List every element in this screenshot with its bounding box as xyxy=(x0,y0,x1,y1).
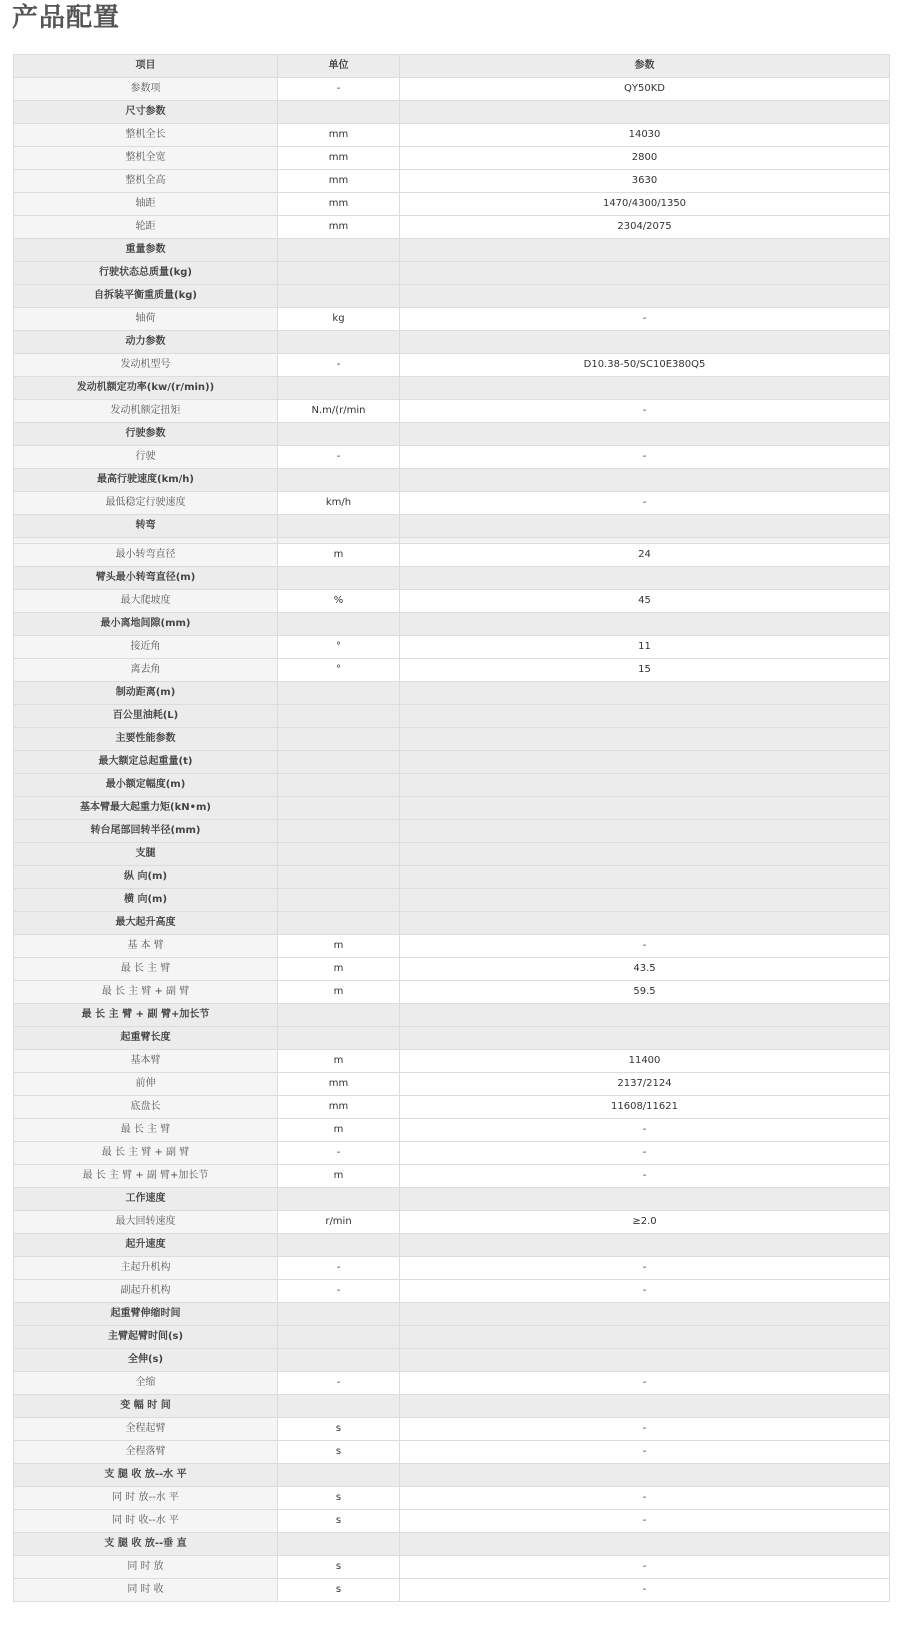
row-item-cell: 制动距离(m) xyxy=(14,682,278,705)
row-value-cell xyxy=(400,285,890,308)
section-row xyxy=(14,567,890,590)
row-value-cell: 59.5 xyxy=(400,981,890,1004)
section-row xyxy=(14,1303,890,1326)
header-value: 参数 xyxy=(400,55,890,78)
row-value-cell: 11400 xyxy=(400,1050,890,1073)
row-unit-cell: mm xyxy=(278,216,400,239)
row-unit-cell: - xyxy=(278,1372,400,1395)
section-row xyxy=(14,843,890,866)
table-row xyxy=(14,354,890,377)
section-row xyxy=(14,889,890,912)
row-item-cell: 主臂起臂时间(s) xyxy=(14,1326,278,1349)
section-row xyxy=(14,515,890,538)
table-row xyxy=(14,308,890,331)
row-item-cell: 最 长 主 臂 + 副 臂+加长节 xyxy=(14,1004,278,1027)
row-item-cell: 离去角 xyxy=(14,659,278,682)
row-value-cell: 24 xyxy=(400,544,890,567)
row-unit-cell: m xyxy=(278,544,400,567)
table-row xyxy=(14,659,890,682)
row-value-cell xyxy=(400,866,890,889)
section-row xyxy=(14,705,890,728)
table-row xyxy=(14,1510,890,1533)
row-item-cell: 百公里油耗(L) xyxy=(14,705,278,728)
table-row xyxy=(14,446,890,469)
row-value-cell: - xyxy=(400,1165,890,1188)
row-item-cell: 发动机额定扭矩 xyxy=(14,400,278,423)
row-unit-cell: % xyxy=(278,590,400,613)
row-unit-cell: m xyxy=(278,958,400,981)
row-item-cell: 副起升机构 xyxy=(14,1280,278,1303)
section-row xyxy=(14,1464,890,1487)
table-row xyxy=(14,1119,890,1142)
row-value-cell: - xyxy=(400,1142,890,1165)
table-row xyxy=(14,1372,890,1395)
section-row xyxy=(14,262,890,285)
row-unit-cell xyxy=(278,239,400,262)
row-item-cell: 最 长 主 臂 + 副 臂 xyxy=(14,981,278,1004)
row-unit-cell xyxy=(278,613,400,636)
row-value-cell: - xyxy=(400,1372,890,1395)
row-value-cell xyxy=(400,1464,890,1487)
row-unit-cell xyxy=(278,1188,400,1211)
row-item-cell: 纵 向(m) xyxy=(14,866,278,889)
row-value-cell: 2137/2124 xyxy=(400,1073,890,1096)
row-value-cell: 14030 xyxy=(400,124,890,147)
row-item-cell: 转台尾部回转半径(mm) xyxy=(14,820,278,843)
row-value-cell: - xyxy=(400,1579,890,1602)
table-row xyxy=(14,147,890,170)
row-item-cell: 横 向(m) xyxy=(14,889,278,912)
row-item-cell: 全程落臂 xyxy=(14,1441,278,1464)
row-unit-cell xyxy=(278,797,400,820)
row-value-cell: - xyxy=(400,400,890,423)
row-value-cell xyxy=(400,728,890,751)
row-item-cell: 最 长 主 臂 + 副 臂+加长节 xyxy=(14,1165,278,1188)
row-value-cell: - xyxy=(400,1487,890,1510)
row-unit-cell: m xyxy=(278,981,400,1004)
row-value-cell: ≥2.0 xyxy=(400,1211,890,1234)
row-unit-cell: N.m/(r/min xyxy=(278,400,400,423)
row-value-cell xyxy=(400,820,890,843)
row-item-cell: 最小转弯直径 xyxy=(14,544,278,567)
row-item-cell: 工作速度 xyxy=(14,1188,278,1211)
row-item-cell: 同 时 收 xyxy=(14,1579,278,1602)
table-row xyxy=(14,124,890,147)
table-row xyxy=(14,1165,890,1188)
row-unit-cell xyxy=(278,1464,400,1487)
row-unit-cell: m xyxy=(278,1050,400,1073)
row-value-cell xyxy=(400,567,890,590)
row-value-cell xyxy=(400,1533,890,1556)
row-unit-cell: mm xyxy=(278,147,400,170)
row-item-cell: 支腿 xyxy=(14,843,278,866)
row-value-cell xyxy=(400,912,890,935)
row-value-cell: 1470/4300/1350 xyxy=(400,193,890,216)
row-unit-cell: mm xyxy=(278,1073,400,1096)
table-row xyxy=(14,1418,890,1441)
section-row xyxy=(14,285,890,308)
row-item-cell: 最小额定幅度(m) xyxy=(14,774,278,797)
row-unit-cell: mm xyxy=(278,193,400,216)
row-item-cell: 接近角 xyxy=(14,636,278,659)
table-row xyxy=(14,78,890,101)
row-value-cell: 15 xyxy=(400,659,890,682)
row-item-cell: 行驶状态总质量(kg) xyxy=(14,262,278,285)
row-value-cell xyxy=(400,262,890,285)
table-row xyxy=(14,1142,890,1165)
row-unit-cell: mm xyxy=(278,1096,400,1119)
row-value-cell xyxy=(400,751,890,774)
row-unit-cell: - xyxy=(278,1280,400,1303)
table-row xyxy=(14,1073,890,1096)
table-row xyxy=(14,636,890,659)
row-item-cell: 底盘长 xyxy=(14,1096,278,1119)
row-item-cell: 全伸(s) xyxy=(14,1349,278,1372)
row-value-cell xyxy=(400,843,890,866)
row-unit-cell xyxy=(278,1395,400,1418)
row-value-cell xyxy=(400,1395,890,1418)
row-value-cell xyxy=(400,331,890,354)
row-unit-cell: mm xyxy=(278,124,400,147)
row-value-cell xyxy=(400,377,890,400)
header-unit: 单位 xyxy=(278,55,400,78)
row-unit-cell xyxy=(278,1027,400,1050)
row-value-cell: - xyxy=(400,492,890,515)
section-row xyxy=(14,613,890,636)
row-unit-cell xyxy=(278,1004,400,1027)
row-item-cell: 动力参数 xyxy=(14,331,278,354)
row-value-cell: 2304/2075 xyxy=(400,216,890,239)
row-unit-cell: - xyxy=(278,1257,400,1280)
row-item-cell: 最小离地间隙(mm) xyxy=(14,613,278,636)
row-item-cell: 主起升机构 xyxy=(14,1257,278,1280)
table-row xyxy=(14,1441,890,1464)
row-value-cell xyxy=(400,1027,890,1050)
section-row xyxy=(14,1188,890,1211)
row-value-cell: - xyxy=(400,1510,890,1533)
row-item-cell: 最大额定总起重量(t) xyxy=(14,751,278,774)
row-value-cell xyxy=(400,797,890,820)
row-unit-cell: ° xyxy=(278,659,400,682)
row-item-cell: 全程起臂 xyxy=(14,1418,278,1441)
row-unit-cell xyxy=(278,285,400,308)
table-row xyxy=(14,981,890,1004)
row-unit-cell xyxy=(278,1349,400,1372)
row-item-cell: 全缩 xyxy=(14,1372,278,1395)
row-item-cell: 同 时 收--水 平 xyxy=(14,1510,278,1533)
row-item-cell: 支 腿 收 放--水 平 xyxy=(14,1464,278,1487)
row-value-cell: - xyxy=(400,1441,890,1464)
table-row xyxy=(14,1579,890,1602)
row-item-cell: 最大爬坡度 xyxy=(14,590,278,613)
spec-table xyxy=(13,54,890,1602)
row-value-cell: 43.5 xyxy=(400,958,890,981)
row-unit-cell: mm xyxy=(278,170,400,193)
section-row xyxy=(14,1326,890,1349)
row-item-cell: 整机全高 xyxy=(14,170,278,193)
row-item-cell: 起重臂长度 xyxy=(14,1027,278,1050)
row-item-cell: 重量参数 xyxy=(14,239,278,262)
row-unit-cell: r/min xyxy=(278,1211,400,1234)
table-row xyxy=(14,1096,890,1119)
section-row xyxy=(14,239,890,262)
row-item-cell: 基 本 臂 xyxy=(14,935,278,958)
row-value-cell: 45 xyxy=(400,590,890,613)
row-item-cell: 转弯 xyxy=(14,515,278,538)
row-value-cell: - xyxy=(400,1119,890,1142)
row-item-cell: 最大回转速度 xyxy=(14,1211,278,1234)
row-item-cell: 尺寸参数 xyxy=(14,101,278,124)
row-unit-cell xyxy=(278,423,400,446)
row-value-cell xyxy=(400,774,890,797)
row-item-cell: 行驶 xyxy=(14,446,278,469)
page-title: 产品配置 xyxy=(12,3,121,33)
row-value-cell xyxy=(400,1326,890,1349)
row-item-cell: 轮距 xyxy=(14,216,278,239)
row-unit-cell xyxy=(278,1234,400,1257)
row-unit-cell: km/h xyxy=(278,492,400,515)
row-unit-cell xyxy=(278,469,400,492)
row-unit-cell xyxy=(278,1326,400,1349)
row-unit-cell: - xyxy=(278,354,400,377)
row-value-cell xyxy=(400,682,890,705)
row-value-cell: 11608/11621 xyxy=(400,1096,890,1119)
section-row xyxy=(14,101,890,124)
row-unit-cell xyxy=(278,1303,400,1326)
row-unit-cell xyxy=(278,1533,400,1556)
row-item-cell: 轴距 xyxy=(14,193,278,216)
table-row xyxy=(14,193,890,216)
section-row xyxy=(14,423,890,446)
row-unit-cell xyxy=(278,705,400,728)
row-value-cell xyxy=(400,1234,890,1257)
row-value-cell xyxy=(400,1349,890,1372)
table-row xyxy=(14,216,890,239)
row-unit-cell: s xyxy=(278,1418,400,1441)
section-row xyxy=(14,1349,890,1372)
row-item-cell: 参数项 xyxy=(14,78,278,101)
table-row xyxy=(14,170,890,193)
section-row xyxy=(14,774,890,797)
section-row xyxy=(14,912,890,935)
row-value-cell: 11 xyxy=(400,636,890,659)
row-item-cell: 行驶参数 xyxy=(14,423,278,446)
row-unit-cell xyxy=(278,889,400,912)
row-unit-cell xyxy=(278,728,400,751)
row-item-cell: 同 时 放--水 平 xyxy=(14,1487,278,1510)
row-item-cell: 最 长 主 臂 xyxy=(14,1119,278,1142)
header-item: 项目 xyxy=(14,55,278,78)
row-value-cell xyxy=(400,1188,890,1211)
table-row xyxy=(14,1211,890,1234)
section-row xyxy=(14,728,890,751)
row-value-cell xyxy=(400,423,890,446)
table-row xyxy=(14,1280,890,1303)
row-unit-cell: m xyxy=(278,1165,400,1188)
section-row xyxy=(14,1234,890,1257)
row-item-cell: 臂头最小转弯直径(m) xyxy=(14,567,278,590)
section-row xyxy=(14,1027,890,1050)
row-value-cell: 3630 xyxy=(400,170,890,193)
row-unit-cell: m xyxy=(278,935,400,958)
row-unit-cell: - xyxy=(278,446,400,469)
row-item-cell: 变 幅 时 间 xyxy=(14,1395,278,1418)
table-row xyxy=(14,400,890,423)
section-row xyxy=(14,377,890,400)
row-unit-cell: - xyxy=(278,1142,400,1165)
row-value-cell: - xyxy=(400,1257,890,1280)
row-unit-cell: s xyxy=(278,1441,400,1464)
section-row xyxy=(14,866,890,889)
row-value-cell xyxy=(400,101,890,124)
row-unit-cell xyxy=(278,774,400,797)
row-unit-cell xyxy=(278,912,400,935)
row-item-cell: 整机全宽 xyxy=(14,147,278,170)
row-value-cell: - xyxy=(400,1556,890,1579)
row-unit-cell: s xyxy=(278,1556,400,1579)
row-item-cell: 最 长 主 臂 + 副 臂 xyxy=(14,1142,278,1165)
row-item-cell: 最高行驶速度(km/h) xyxy=(14,469,278,492)
row-value-cell: D10.38-50/SC10E380Q5 xyxy=(400,354,890,377)
row-item-cell: 发动机额定功率(kw/(r/min)) xyxy=(14,377,278,400)
row-unit-cell xyxy=(278,751,400,774)
row-unit-cell xyxy=(278,843,400,866)
row-item-cell: 发动机型号 xyxy=(14,354,278,377)
row-item-cell: 起升速度 xyxy=(14,1234,278,1257)
table-row xyxy=(14,492,890,515)
row-unit-cell: s xyxy=(278,1487,400,1510)
row-item-cell: 同 时 放 xyxy=(14,1556,278,1579)
row-value-cell xyxy=(400,705,890,728)
row-item-cell: 支 腿 收 放--垂 直 xyxy=(14,1533,278,1556)
row-unit-cell: s xyxy=(278,1510,400,1533)
row-item-cell: 基本臂 xyxy=(14,1050,278,1073)
row-value-cell: - xyxy=(400,1418,890,1441)
row-unit-cell: ° xyxy=(278,636,400,659)
row-value-cell: QY50KD xyxy=(400,78,890,101)
row-unit-cell xyxy=(278,567,400,590)
row-item-cell: 起重臂伸缩时间 xyxy=(14,1303,278,1326)
row-value-cell xyxy=(400,469,890,492)
table-row xyxy=(14,958,890,981)
section-row xyxy=(14,469,890,492)
row-unit-cell xyxy=(278,866,400,889)
row-value-cell xyxy=(400,1004,890,1027)
row-item-cell: 最 长 主 臂 xyxy=(14,958,278,981)
table-row xyxy=(14,935,890,958)
section-row xyxy=(14,820,890,843)
row-item-cell: 轴荷 xyxy=(14,308,278,331)
row-value-cell xyxy=(400,1303,890,1326)
row-unit-cell xyxy=(278,682,400,705)
table-row xyxy=(14,544,890,567)
row-item-cell: 前伸 xyxy=(14,1073,278,1096)
row-unit-cell xyxy=(278,331,400,354)
row-item-cell: 自拆装平衡重质量(kg) xyxy=(14,285,278,308)
row-unit-cell: s xyxy=(278,1579,400,1602)
table-row xyxy=(14,1050,890,1073)
row-item-cell: 主要性能参数 xyxy=(14,728,278,751)
row-value-cell xyxy=(400,515,890,538)
row-unit-cell xyxy=(278,820,400,843)
section-row xyxy=(14,751,890,774)
row-unit-cell: m xyxy=(278,1119,400,1142)
row-value-cell: - xyxy=(400,1280,890,1303)
row-item-cell: 最低稳定行驶速度 xyxy=(14,492,278,515)
row-item-cell: 最大起升高度 xyxy=(14,912,278,935)
table-row xyxy=(14,590,890,613)
table-row xyxy=(14,1556,890,1579)
row-unit-cell: - xyxy=(278,78,400,101)
row-item-cell: 整机全长 xyxy=(14,124,278,147)
table-header-row xyxy=(14,55,890,78)
row-value-cell xyxy=(400,889,890,912)
section-row xyxy=(14,797,890,820)
row-value-cell: - xyxy=(400,308,890,331)
row-unit-cell xyxy=(278,101,400,124)
row-unit-cell: kg xyxy=(278,308,400,331)
table-body xyxy=(14,78,890,1602)
row-unit-cell xyxy=(278,377,400,400)
row-value-cell xyxy=(400,613,890,636)
row-value-cell: - xyxy=(400,935,890,958)
section-row xyxy=(14,1395,890,1418)
row-value-cell xyxy=(400,239,890,262)
row-value-cell: 2800 xyxy=(400,147,890,170)
section-row xyxy=(14,1004,890,1027)
section-row xyxy=(14,331,890,354)
section-row xyxy=(14,1533,890,1556)
row-value-cell: - xyxy=(400,446,890,469)
table-row xyxy=(14,1257,890,1280)
row-unit-cell xyxy=(278,262,400,285)
row-unit-cell xyxy=(278,515,400,538)
table-row xyxy=(14,1487,890,1510)
section-row xyxy=(14,682,890,705)
row-item-cell: 基本臂最大起重力矩(kN•m) xyxy=(14,797,278,820)
